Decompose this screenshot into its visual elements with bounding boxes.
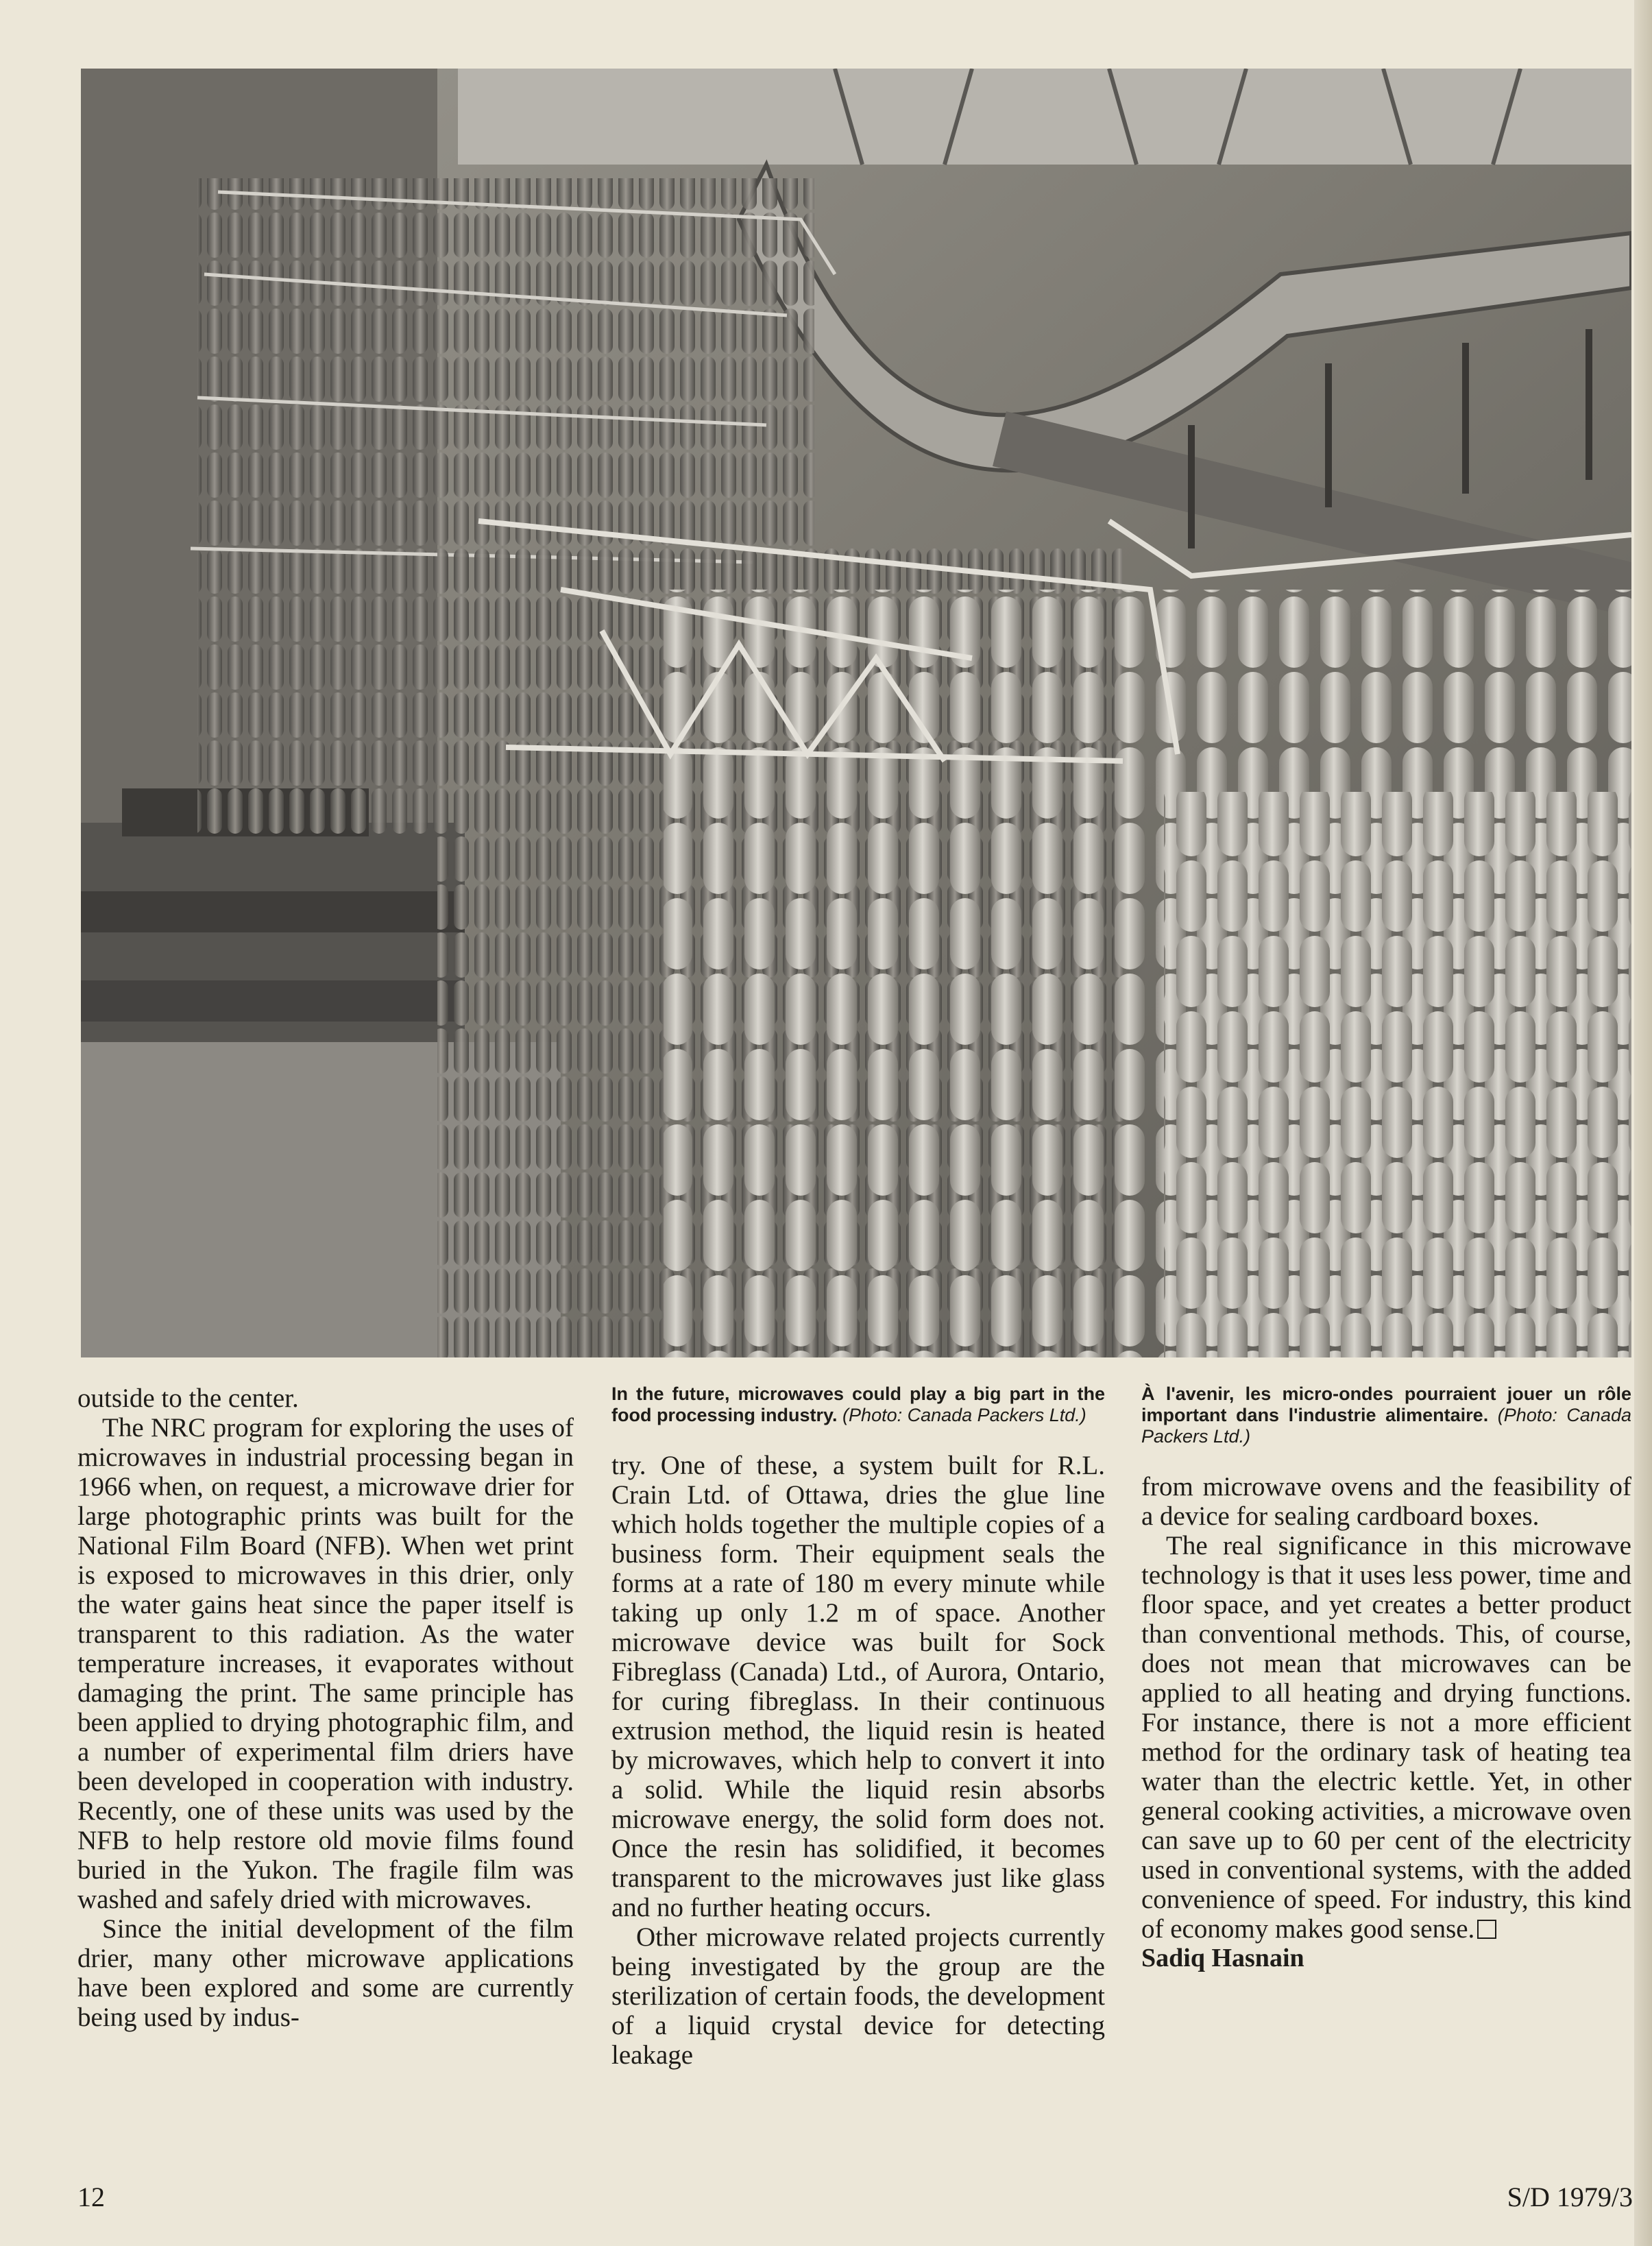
paragraph-industry-examples: try. One of these, a system built for R.L. Crain Ltd. of Ottawa, dries the glue line which holds together the multiple copies of a business form. Their equipment seals the forms at a rate of 180 m every minute while taking up only 1.2 m of space. Another microwave device was built for Sock Fibreglass (Canada) Ltd., of Aurora, Ontario, for curing fibreglass. In their continuous extrusion method, the liquid resin is heated by microwaves, which help to convert it into a solid. While the liquid resin absorbs microwave energy, the solid form does not. Once the resin has solidified, it becomes transparent to the microwaves just like glass and no further heating occurs. xyxy=(611,1451,1105,1922)
caption-text: À l'avenir, les micro-ondes pourraient jouer un rôle important dans l'industrie alimentaire. xyxy=(1141,1384,1631,1425)
caption-credit: (Photo: Canada Packers Ltd.) xyxy=(1141,1405,1631,1447)
article-column-2 xyxy=(611,1384,1105,2070)
article-column-1 xyxy=(77,1384,574,2032)
page-edge xyxy=(1634,0,1652,2246)
article-photo xyxy=(81,69,1631,1357)
paragraph-nrc-program: The NRC program for exploring the uses of microwaves in industrial processing began in 1966 when, on request, a microwave drier for large photographic prints was built for the National Film Board (NFB). When wet print is exposed to microwaves in this drier, only the water gains heat since the paper itself is transparent to this radiation. As the water temperature increases, it evaporates without damaging the print. The same principle has been applied to drying photographic film, and a number of experimental film driers have been developed in cooperation with industry. Recently, one of these units was used by the NFB to help restore old movie films found buried in the Yukon. The fragile film was washed and safely dried with microwaves. xyxy=(77,1413,574,1914)
issue-label: S/D 1979/3 xyxy=(1507,2182,1633,2212)
photo-sausage-conveyor-icon xyxy=(81,69,1631,1357)
article-column-3 xyxy=(1141,1384,1631,1973)
paragraph-significance xyxy=(1141,1531,1631,1944)
author-signature: Sadiq Hasnain xyxy=(1141,1944,1304,1972)
caption-credit: (Photo: Canada Packers Ltd.) xyxy=(842,1405,1086,1425)
paragraph-significance-text: The real significance in this microwave technology is that it uses less power, time and floor space, and yet creates a better product than conventional methods. This, of course, does not mean that microwaves can be applied to all heating and drying functions. For instance, there is not a more efficient method for the ordinary task of heating tea water than the electric kettle. Yet, in other general cooking activities, a microwave oven can save up to 60 per cent of the electricity used in conventional systems, with the added convenience of speed. For industry, this kind of economy makes good sense. xyxy=(1141,1531,1631,1944)
photo-caption-french xyxy=(1141,1384,1631,1447)
end-mark-icon xyxy=(1477,1920,1496,1939)
page-number: 12 xyxy=(77,2182,105,2212)
paragraph-applications: Since the initial development of the film drier, many other microwave applications have been explored and some are currently being used by indus- xyxy=(77,1914,574,2032)
photo-caption-english xyxy=(611,1384,1105,1426)
paragraph-leakage: from microwave ovens and the feasibility of a device for sealing cardboard boxes. xyxy=(1141,1472,1631,1531)
caption-text: In the future, microwaves could play a big part in the food processing industry. xyxy=(611,1384,1105,1425)
paragraph-other-projects: Other microwave related projects currently being investigated by the group are the sterilization of certain foods, the development of a liquid crystal device for detecting leakage xyxy=(611,1922,1105,2070)
paragraph-continued: outside to the center. xyxy=(77,1384,299,1413)
